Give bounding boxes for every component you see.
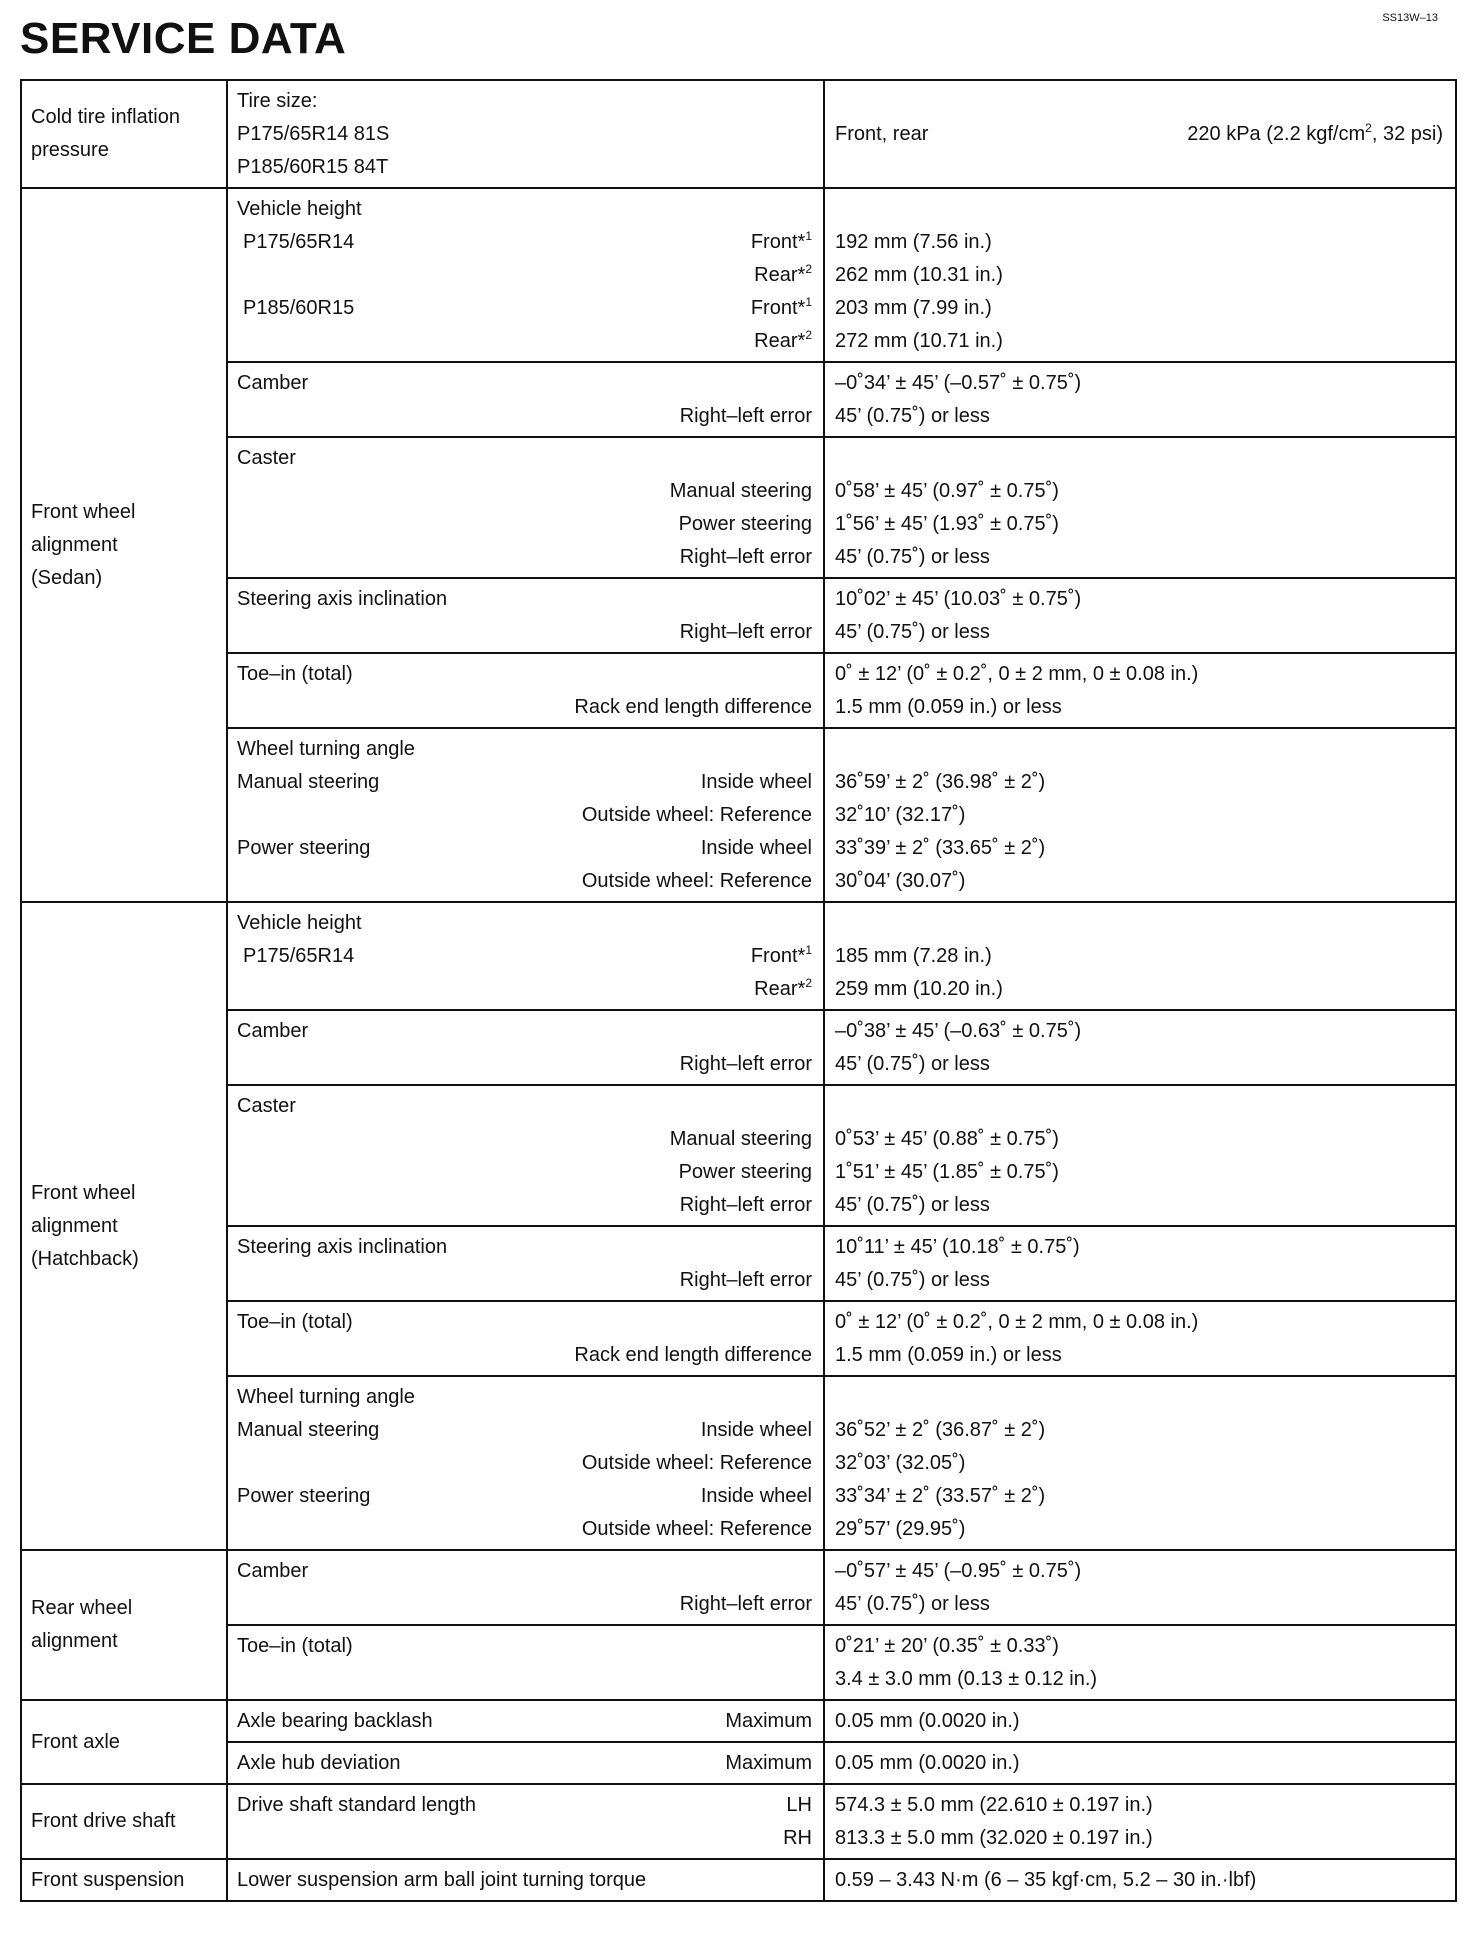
spec-sublabel: Inside wheel	[700, 1419, 812, 1441]
value-cell	[824, 1010, 1456, 1085]
value-cell	[824, 1085, 1456, 1226]
spec-sublabel: Inside wheel	[700, 1485, 812, 1507]
spec-value: 0˚53’ ± 45’ (0.88˚ ± 0.75˚)	[835, 1128, 1059, 1150]
value-cell	[824, 1742, 1456, 1784]
spec-cell	[227, 1376, 824, 1550]
value-cell	[824, 1301, 1456, 1376]
spec-value: 0.59 – 3.43 N·m (6 – 35 kgf·cm, 5.2 – 30 in.·lbf)	[835, 1869, 1257, 1891]
value-cell	[824, 362, 1456, 437]
spec-sublabel: Right–left error	[679, 1053, 812, 1075]
tire-size-value: P175/65R14 81S	[237, 123, 390, 145]
hatch-camber-row	[21, 1010, 1456, 1085]
position-label: Rear*$^2$	[754, 976, 812, 1000]
spec-value: 10˚11’ ± 45’ (10.18˚ ± 0.75˚)	[835, 1236, 1080, 1258]
spec-value: 813.3 ± 5.0 mm (32.020 ± 0.197 in.)	[835, 1827, 1153, 1849]
category-label: pressure	[31, 139, 109, 161]
spec-cell	[227, 1742, 824, 1784]
spec-sublabel: Rack end length difference	[574, 1344, 812, 1366]
value-cell	[824, 1550, 1456, 1625]
spec-title: Toe–in (total)	[237, 1311, 353, 1333]
spec-title: Lower suspension arm ball joint turning torque	[237, 1869, 647, 1891]
spec-value: 45’ (0.75˚) or less	[835, 1053, 990, 1075]
sedan-height-row	[21, 188, 1456, 362]
spec-title: Vehicle height	[237, 912, 362, 934]
spec-title: Wheel turning angle	[237, 1386, 415, 1408]
axle-category	[21, 1700, 227, 1784]
spec-value: 3.4 ± 3.0 mm (0.13 ± 0.12 in.)	[835, 1668, 1098, 1690]
shaft-category	[21, 1784, 227, 1859]
spec-sublabel: Right–left error	[679, 546, 812, 568]
spec-value: 259 mm (10.20 in.)	[835, 978, 1003, 1000]
spec-title: Drive shaft standard length	[237, 1794, 477, 1816]
tire-label: P175/65R14	[243, 231, 355, 253]
spec-value: 0.05 mm (0.0020 in.)	[835, 1752, 1020, 1774]
spec-cell	[227, 362, 824, 437]
spec-sublabel: Outside wheel: Reference	[581, 870, 812, 892]
spec-value: 45’ (0.75˚) or less	[835, 621, 990, 643]
tire-size-cell	[227, 80, 824, 188]
spec-value: 574.3 ± 5.0 mm (22.610 ± 0.197 in.)	[835, 1794, 1153, 1816]
category-label: Front wheel	[31, 1181, 136, 1204]
spec-value: 1˚56’ ± 45’ (1.93˚ ± 0.75˚)	[835, 513, 1059, 535]
spec-value: 33˚39’ ± 2˚ (33.65˚ ± 2˚)	[835, 837, 1046, 859]
position-label: Rear*$^2$	[754, 262, 812, 286]
category-label: Rear wheel	[31, 1597, 133, 1619]
spec-cell	[227, 1010, 824, 1085]
spec-sublabel: Maximum	[725, 1752, 812, 1774]
value-cell	[824, 1376, 1456, 1550]
category-label: Cold tire inflation	[31, 106, 180, 128]
spec-value: 1˚51’ ± 45’ (1.85˚ ± 0.75˚)	[835, 1161, 1059, 1183]
category-label: (Hatchback)	[31, 1247, 139, 1270]
spec-value: –0˚38’ ± 45’ (–0.63˚ ± 0.75˚)	[835, 1020, 1082, 1042]
spec-sublabel: Power steering	[678, 1161, 812, 1183]
value-cell	[824, 1700, 1456, 1742]
hatch-height-row	[21, 902, 1456, 1010]
spec-sublabel: Maximum	[725, 1710, 812, 1732]
category-label: alignment	[31, 1214, 118, 1237]
category-label: alignment	[31, 533, 118, 556]
spec-value: 29˚57’ (29.95˚)	[835, 1518, 966, 1540]
value-cell	[824, 728, 1456, 902]
spec-title: Toe–in (total)	[237, 663, 353, 685]
spec-group-label: Power steering	[237, 1485, 371, 1507]
spec-value: 36˚59’ ± 2˚ (36.98˚ ± 2˚)	[835, 771, 1046, 793]
category-label: Front wheel	[31, 500, 136, 523]
spec-sublabel: Power steering	[678, 513, 812, 535]
value-cell	[824, 1784, 1456, 1859]
spec-value: 1.5 mm (0.059 in.) or less	[835, 1344, 1062, 1366]
suspension-category	[21, 1859, 227, 1901]
value-cell	[824, 1226, 1456, 1301]
value-cell	[824, 437, 1456, 578]
spec-cell	[227, 728, 824, 902]
spec-sublabel: Inside wheel	[700, 771, 812, 793]
spec-value: 0˚58’ ± 45’ (0.97˚ ± 0.75˚)	[835, 480, 1059, 502]
sedan-toe-row	[21, 653, 1456, 728]
hatch-sai-row	[21, 1226, 1456, 1301]
spec-sublabel: Right–left error	[679, 1269, 812, 1291]
category-label: Front drive shaft	[31, 1810, 176, 1832]
spec-title: Steering axis inclination	[237, 1236, 448, 1258]
inflation-value-cell	[824, 80, 1456, 188]
spec-sublabel: Outside wheel: Reference	[581, 1518, 812, 1540]
value-cell	[824, 1625, 1456, 1700]
sedan-camber-row	[21, 362, 1456, 437]
spec-value: 45’ (0.75˚) or less	[835, 405, 990, 427]
spec-sublabel: Inside wheel	[700, 837, 812, 859]
inflation-position: Front, rear	[835, 123, 929, 145]
hatch-caster-row	[21, 1085, 1456, 1226]
tire-label: P175/65R14	[243, 945, 355, 967]
sedan-sai-row	[21, 578, 1456, 653]
spec-value: 32˚03’ (32.05˚)	[835, 1452, 966, 1474]
spec-value: 203 mm (7.99 in.)	[835, 297, 992, 319]
spec-value: 0˚ ± 12’ (0˚ ± 0.2˚, 0 ± 2 mm, 0 ± 0.08 in.)	[835, 1311, 1199, 1333]
sedan-caster-row	[21, 437, 1456, 578]
category-label: (Sedan)	[31, 566, 103, 589]
spec-cell	[227, 188, 824, 362]
spec-cell	[227, 902, 824, 1010]
value-cell	[824, 188, 1456, 362]
spec-value: 45’ (0.75˚) or less	[835, 1593, 990, 1615]
spec-value: 0.05 mm (0.0020 in.)	[835, 1710, 1020, 1732]
hatch-turning-row	[21, 1376, 1456, 1550]
spec-cell	[227, 1784, 824, 1859]
spec-title: Wheel turning angle	[237, 738, 415, 760]
spec-value: 185 mm (7.28 in.)	[835, 945, 992, 967]
spec-title: Axle hub deviation	[237, 1752, 401, 1774]
spec-cell	[227, 578, 824, 653]
spec-cell	[227, 1301, 824, 1376]
spec-value: 30˚04’ (30.07˚)	[835, 870, 966, 892]
hatch-toe-row	[21, 1301, 1456, 1376]
spec-value: 36˚52’ ± 2˚ (36.87˚ ± 2˚)	[835, 1419, 1046, 1441]
spec-sublabel: Right–left error	[679, 1593, 812, 1615]
spec-cell	[227, 437, 824, 578]
position-label: Front*$^1$	[750, 229, 812, 253]
spec-sublabel: Rack end length difference	[574, 696, 812, 718]
category-label: Front suspension	[31, 1868, 185, 1891]
spec-cell	[227, 1859, 824, 1901]
value-cell	[824, 653, 1456, 728]
rear-category	[21, 1550, 227, 1700]
value-cell	[824, 578, 1456, 653]
spec-title: Camber	[237, 372, 309, 394]
spec-sublabel: Right–left error	[679, 1194, 812, 1216]
spec-value: 45’ (0.75˚) or less	[835, 1269, 990, 1291]
spec-cell	[227, 1085, 824, 1226]
suspension-row	[21, 1859, 1456, 1901]
tire-size-label: Tire size:	[237, 90, 318, 112]
spec-group-label: Manual steering	[237, 1419, 380, 1441]
position-label: Front*$^1$	[750, 295, 812, 319]
spec-sublabel: RH	[783, 1827, 812, 1849]
spec-value: –0˚34’ ± 45’ (–0.57˚ ± 0.75˚)	[835, 372, 1082, 394]
value-cell	[824, 902, 1456, 1010]
sedan-category	[21, 188, 227, 902]
spec-value: 0˚21’ ± 20’ (0.35˚ ± 0.33˚)	[835, 1635, 1059, 1657]
position-label: Rear*$^2$	[754, 328, 812, 352]
spec-cell	[227, 1226, 824, 1301]
inflation-value: 220 kPa (2.2 kgf/$cm^2$, 32 psi)	[1187, 121, 1443, 145]
spec-sublabel: Right–left error	[679, 621, 812, 643]
page-title: SERVICE DATA	[20, 14, 347, 63]
spec-cell	[227, 653, 824, 728]
position-label: Front*$^1$	[750, 943, 812, 967]
spec-value: 10˚02’ ± 45’ (10.03˚ ± 0.75˚)	[835, 588, 1082, 610]
spec-title: Vehicle height	[237, 198, 362, 220]
inflation-category	[21, 80, 227, 188]
spec-value: 1.5 mm (0.059 in.) or less	[835, 696, 1062, 718]
category-label: alignment	[31, 1630, 118, 1652]
axle-hub-row	[21, 1742, 1456, 1784]
spec-cell	[227, 1700, 824, 1742]
spec-title: Camber	[237, 1020, 309, 1042]
service-data-table	[20, 79, 1457, 1902]
spec-sublabel: LH	[786, 1794, 812, 1816]
spec-title: Steering axis inclination	[237, 588, 448, 610]
spec-title: Caster	[237, 1095, 296, 1117]
spec-value: –0˚57’ ± 45’ (–0.95˚ ± 0.75˚)	[835, 1560, 1082, 1582]
spec-title: Axle bearing backlash	[237, 1710, 433, 1732]
spec-value: 262 mm (10.31 in.)	[835, 264, 1003, 286]
spec-sublabel: Right–left error	[679, 405, 812, 427]
spec-sublabel: Outside wheel: Reference	[581, 804, 812, 826]
spec-value: 0˚ ± 12’ (0˚ ± 0.2˚, 0 ± 2 mm, 0 ± 0.08 in.)	[835, 663, 1199, 685]
category-label: Front axle	[31, 1730, 120, 1753]
hatch-category	[21, 902, 227, 1550]
spec-sublabel: Outside wheel: Reference	[581, 1452, 812, 1474]
spec-title: Camber	[237, 1560, 309, 1582]
spec-cell	[227, 1550, 824, 1625]
spec-title: Toe–in (total)	[237, 1635, 353, 1657]
spec-sublabel: Manual steering	[669, 1128, 812, 1150]
spec-value: 45’ (0.75˚) or less	[835, 1194, 990, 1216]
tire-label: P185/60R15	[243, 297, 355, 319]
tire-size-value: P185/60R15 84T	[237, 156, 389, 178]
spec-title: Caster	[237, 447, 296, 469]
spec-value: 192 mm (7.56 in.)	[835, 231, 992, 253]
spec-value: 45’ (0.75˚) or less	[835, 546, 990, 568]
spec-sublabel: Manual steering	[669, 480, 812, 502]
spec-value: 32˚10’ (32.17˚)	[835, 804, 966, 826]
rear-toe-row	[21, 1625, 1456, 1700]
spec-cell	[227, 1625, 824, 1700]
spec-group-label: Manual steering	[237, 771, 380, 793]
inflation-row	[21, 80, 1456, 188]
value-cell	[824, 1859, 1456, 1901]
axle-backlash-row	[21, 1700, 1456, 1742]
spec-group-label: Power steering	[237, 837, 371, 859]
spec-value: 33˚34’ ± 2˚ (33.57˚ ± 2˚)	[835, 1485, 1046, 1507]
drive-shaft-row	[21, 1784, 1456, 1859]
spec-value: 272 mm (10.71 in.)	[835, 330, 1003, 352]
sedan-turning-row	[21, 728, 1456, 902]
document-code: SS13W–13	[1382, 12, 1438, 24]
rear-camber-row	[21, 1550, 1456, 1625]
